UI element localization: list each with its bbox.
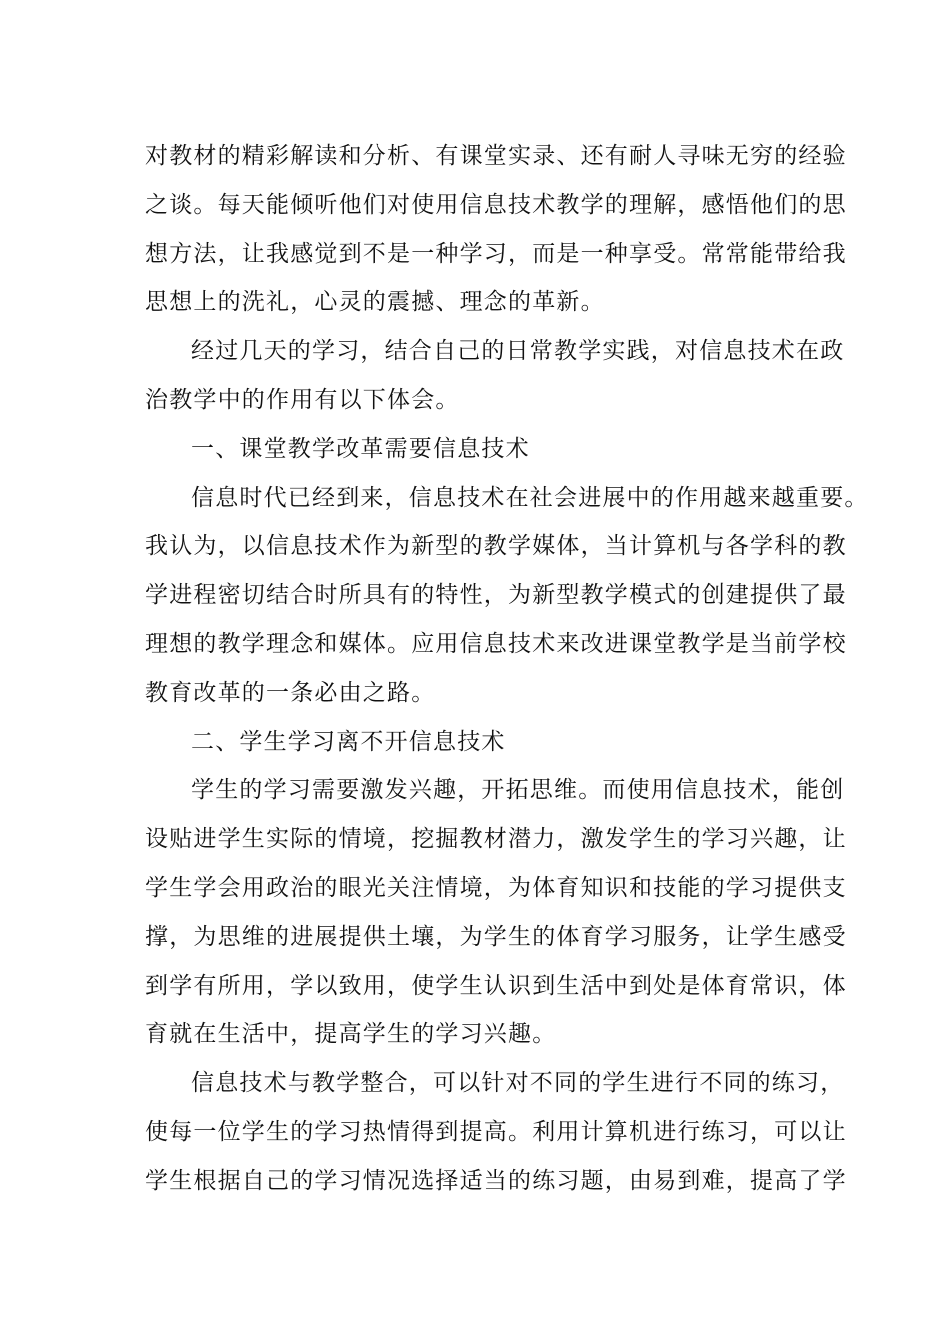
text-line: 学生的学习需要激发兴趣，开拓思维。而使用信息技术，能创 bbox=[191, 777, 845, 804]
document-body bbox=[145, 132, 869, 1206]
text-line: 学生学会用政治的眼光关注情境，为体育知识和技能的学习提供支 bbox=[145, 874, 847, 901]
text-line: 经过几天的学习，结合自己的日常教学实践，对信息技术在政 bbox=[191, 338, 845, 365]
text-line: 治教学中的作用有以下体会。 bbox=[145, 386, 460, 413]
section-heading: 一、课堂教学改革需要信息技术 bbox=[191, 435, 530, 462]
text-line: 我认为，以信息技术作为新型的教学媒体，当计算机与各学科的教 bbox=[145, 533, 847, 560]
text-line: 设贴进学生实际的情境，挖掘教材潜力，激发学生的学习兴趣，让 bbox=[145, 826, 847, 853]
text-line: 学进程密切结合时所具有的特性，为新型教学模式的创建提供了最 bbox=[145, 582, 847, 609]
text-line: 教育改革的一条必由之路。 bbox=[145, 679, 436, 706]
text-line: 信息技术与教学整合，可以针对不同的学生进行不同的练习， bbox=[191, 1070, 845, 1097]
text-line: 撑，为思维的进展提供土壤，为学生的体育学习服务，让学生感受 bbox=[145, 923, 847, 950]
text-line: 到学有所用，学以致用，使学生认识到生活中到处是体育常识，体 bbox=[145, 972, 847, 999]
text-line: 思想上的洗礼，心灵的震撼、理念的革新。 bbox=[145, 289, 605, 316]
text-line: 理想的教学理念和媒体。应用信息技术来改进课堂教学是当前学校 bbox=[145, 630, 847, 657]
section-heading: 二、学生学习离不开信息技术 bbox=[191, 728, 506, 755]
text-line: 想方法，让我感觉到不是一种学习，而是一种享受。常常能带给我 bbox=[145, 240, 847, 267]
text-line: 信息时代已经到来，信息技术在社会进展中的作用越来越重要。 bbox=[191, 484, 869, 511]
text-line: 使每一位学生的学习热情得到提高。利用计算机进行练习，可以让 bbox=[145, 1118, 847, 1145]
text-line: 对教材的精彩解读和分析、有课堂实录、还有耐人寻味无穷的经验 bbox=[145, 143, 847, 169]
text-line: 学生根据自己的学习情况选择适当的练习题，由易到难，提高了学 bbox=[145, 1167, 847, 1194]
text-line: 之谈。每天能倾听他们对使用信息技术教学的理解，感悟他们的思 bbox=[145, 191, 847, 218]
text-line: 育就在生活中，提高学生的学习兴趣。 bbox=[145, 1021, 557, 1048]
